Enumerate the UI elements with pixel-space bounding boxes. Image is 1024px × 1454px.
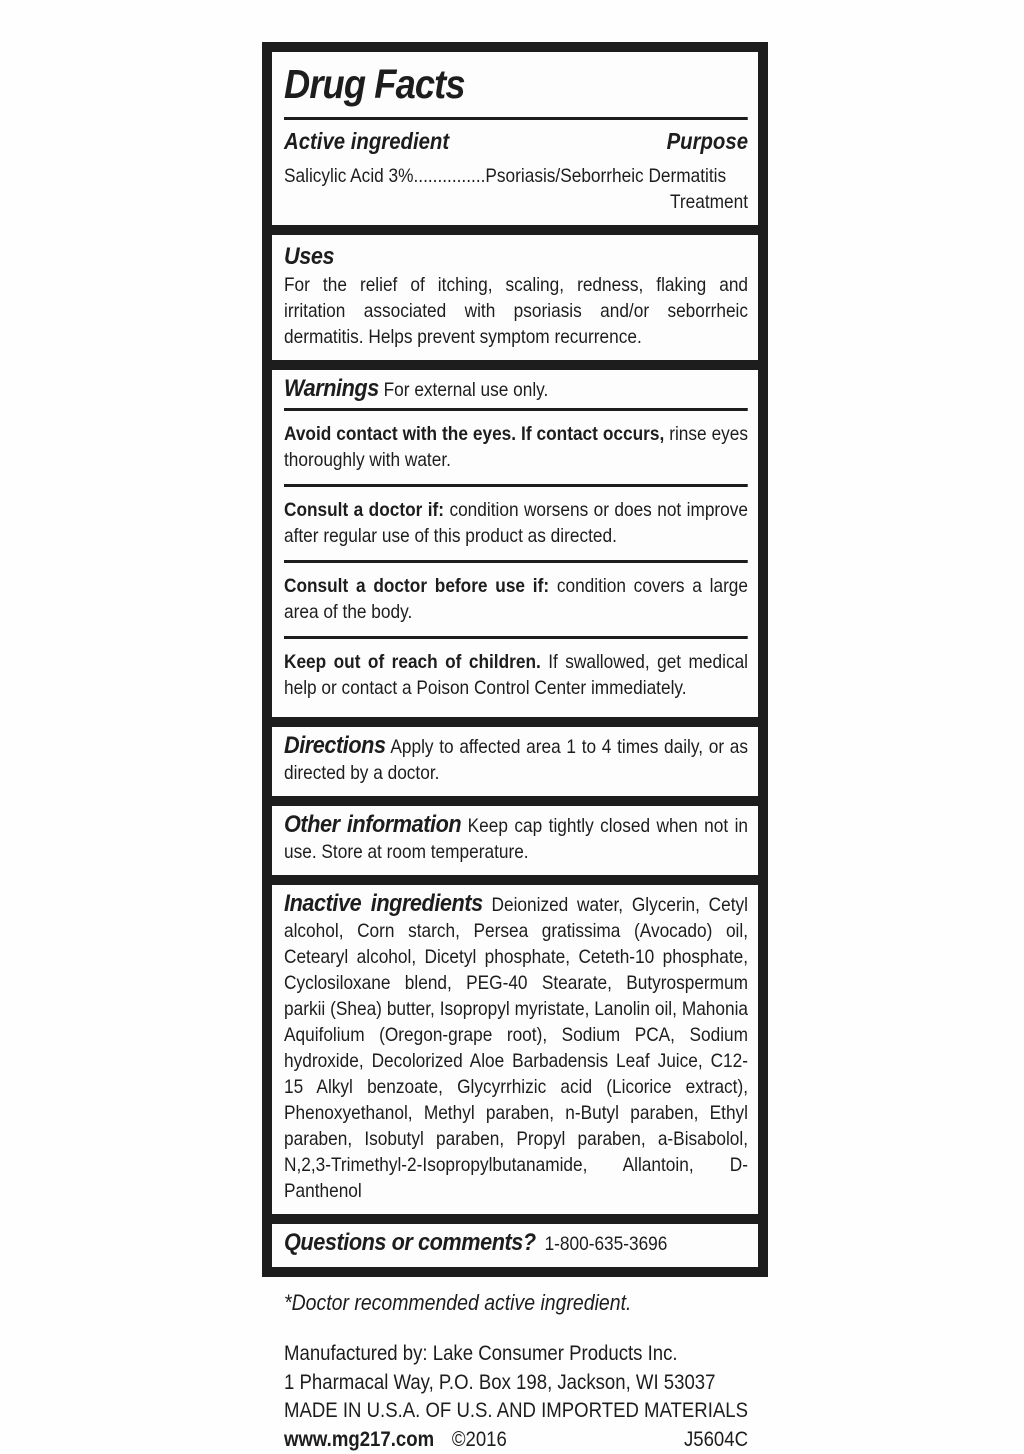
purpose-heading: Purpose — [666, 128, 749, 155]
ingredient-name: Salicylic Acid 3% — [284, 165, 414, 188]
inactive-ingredients-heading: Inactive ingredients — [284, 890, 483, 918]
label-area — [262, 42, 768, 1454]
purpose-value-line2: Treatment — [670, 191, 749, 214]
made-in-line: MADE IN U.S.A. OF U.S. AND IMPORTED MATERIALS — [284, 1399, 748, 1423]
warnings-heading-line — [284, 376, 748, 403]
warning-bold-lead: Consult a doctor before use if: — [284, 575, 550, 598]
section-questions — [272, 1224, 758, 1267]
lot-code: J5604C — [683, 1427, 748, 1451]
dot-leader: ............... — [413, 165, 486, 188]
drug-facts-title: Drug Facts — [284, 61, 465, 107]
other-information-body: Keep cap tightly closed when not in use. Store at room temperature. — [284, 815, 749, 864]
section-warnings — [272, 370, 758, 717]
directions-line — [284, 733, 748, 786]
section-inactive-ingredients — [272, 885, 758, 1214]
uses-body: For the relief of itching, scaling, redness, flaking and irritation associated with psoriasis and/or seborrheic dermatitis. Helps prevent symptom recurrence. — [284, 274, 749, 349]
inactive-ingredients-line — [284, 891, 748, 1204]
divider — [284, 560, 748, 563]
warning-text: If swallowed, get medical help or contact a Poison Control Center immediately. — [284, 651, 749, 700]
divider — [284, 408, 748, 411]
section-other-information — [272, 806, 758, 875]
purpose-value: Psoriasis/Seborrheic Dermatitis — [485, 165, 727, 188]
divider — [284, 484, 748, 487]
active-ingredient-line — [284, 163, 748, 189]
section-title-active — [272, 52, 758, 225]
warning-text: condition worsens or does not improve after regular use of this product as directed. — [284, 499, 749, 548]
active-purpose-header — [284, 128, 748, 155]
manufactured-by-line: Manufactured by: Lake Consumer Products Inc. — [284, 1342, 678, 1366]
directions-body: Apply to affected area 1 to 4 times daily, or as directed by a doctor. — [284, 736, 749, 785]
address-line: 1 Pharmacal Way, P.O. Box 198, Jackson, WI 53037 — [284, 1370, 716, 1394]
uses-heading: Uses — [284, 243, 335, 271]
warning-bold-lead: Keep out of reach of children. — [284, 651, 541, 674]
warning-bold-lead: Avoid contact with the eyes. If contact occurs, — [284, 423, 665, 446]
footer-bottom-row — [284, 1426, 748, 1454]
warning-item — [284, 568, 748, 631]
inactive-ingredients-body: Deionized water, Glycerin, Cetyl alcohol, Corn starch, Persea gratissima (Avocado) oil, Cetearyl alcohol, Dicetyl phosphate, Ceteth-10 phosphate, Cyclosiloxane blend, PEG-40 Stearate, Butyrospermum parkii (Shea) butter, Isopropyl myristate, Lanolin oil, Mahonia Aquifolium (Oregon-grape root), Sodium PCA, Sodium hydroxide, Decolorized Aloe Barbadensis Leaf Juice, C12-15 Alkyl benzoate, Glycyrrhizic acid (Licorice extract), Phenoxyethanol, Methyl paraben, n-Butyl paraben, Ethyl paraben, Isobutyl paraben, Propyl paraben, a-Bisabolol, N,2,3-Trimethyl-2-Isopropylbutanamide, Allantoin, D-Panthenol — [284, 894, 749, 1203]
active-ingredient-heading: Active ingredient — [284, 128, 450, 155]
questions-heading: Questions or comments? — [284, 1229, 536, 1257]
website-url: www.mg217.com — [284, 1427, 435, 1451]
section-uses — [272, 235, 758, 360]
phone-number: 1-800-635-3696 — [544, 1233, 668, 1256]
other-information-heading: Other information — [284, 811, 462, 839]
warning-text: condition covers a large area of the body. — [284, 575, 749, 624]
other-information-line — [284, 812, 748, 865]
copyright-text: ©2016 — [451, 1427, 507, 1451]
warnings-inline-text: For external use only. — [383, 379, 549, 402]
divider — [284, 636, 748, 639]
footer-bottom-left — [284, 1426, 507, 1454]
divider — [284, 117, 748, 120]
warning-item — [284, 644, 748, 707]
warning-item — [284, 492, 748, 555]
drug-facts-panel — [262, 42, 768, 1277]
warnings-heading: Warnings — [284, 375, 379, 403]
doctor-recommended-note: *Doctor recommended active ingredient. — [284, 1290, 632, 1316]
warning-item — [284, 416, 748, 479]
questions-line — [284, 1230, 748, 1257]
section-directions — [272, 727, 758, 796]
warning-text: rinse eyes thoroughly with water. — [284, 423, 749, 472]
warning-bold-lead: Consult a doctor if: — [284, 499, 445, 522]
label-footer — [284, 1290, 748, 1454]
directions-heading: Directions — [284, 732, 386, 760]
